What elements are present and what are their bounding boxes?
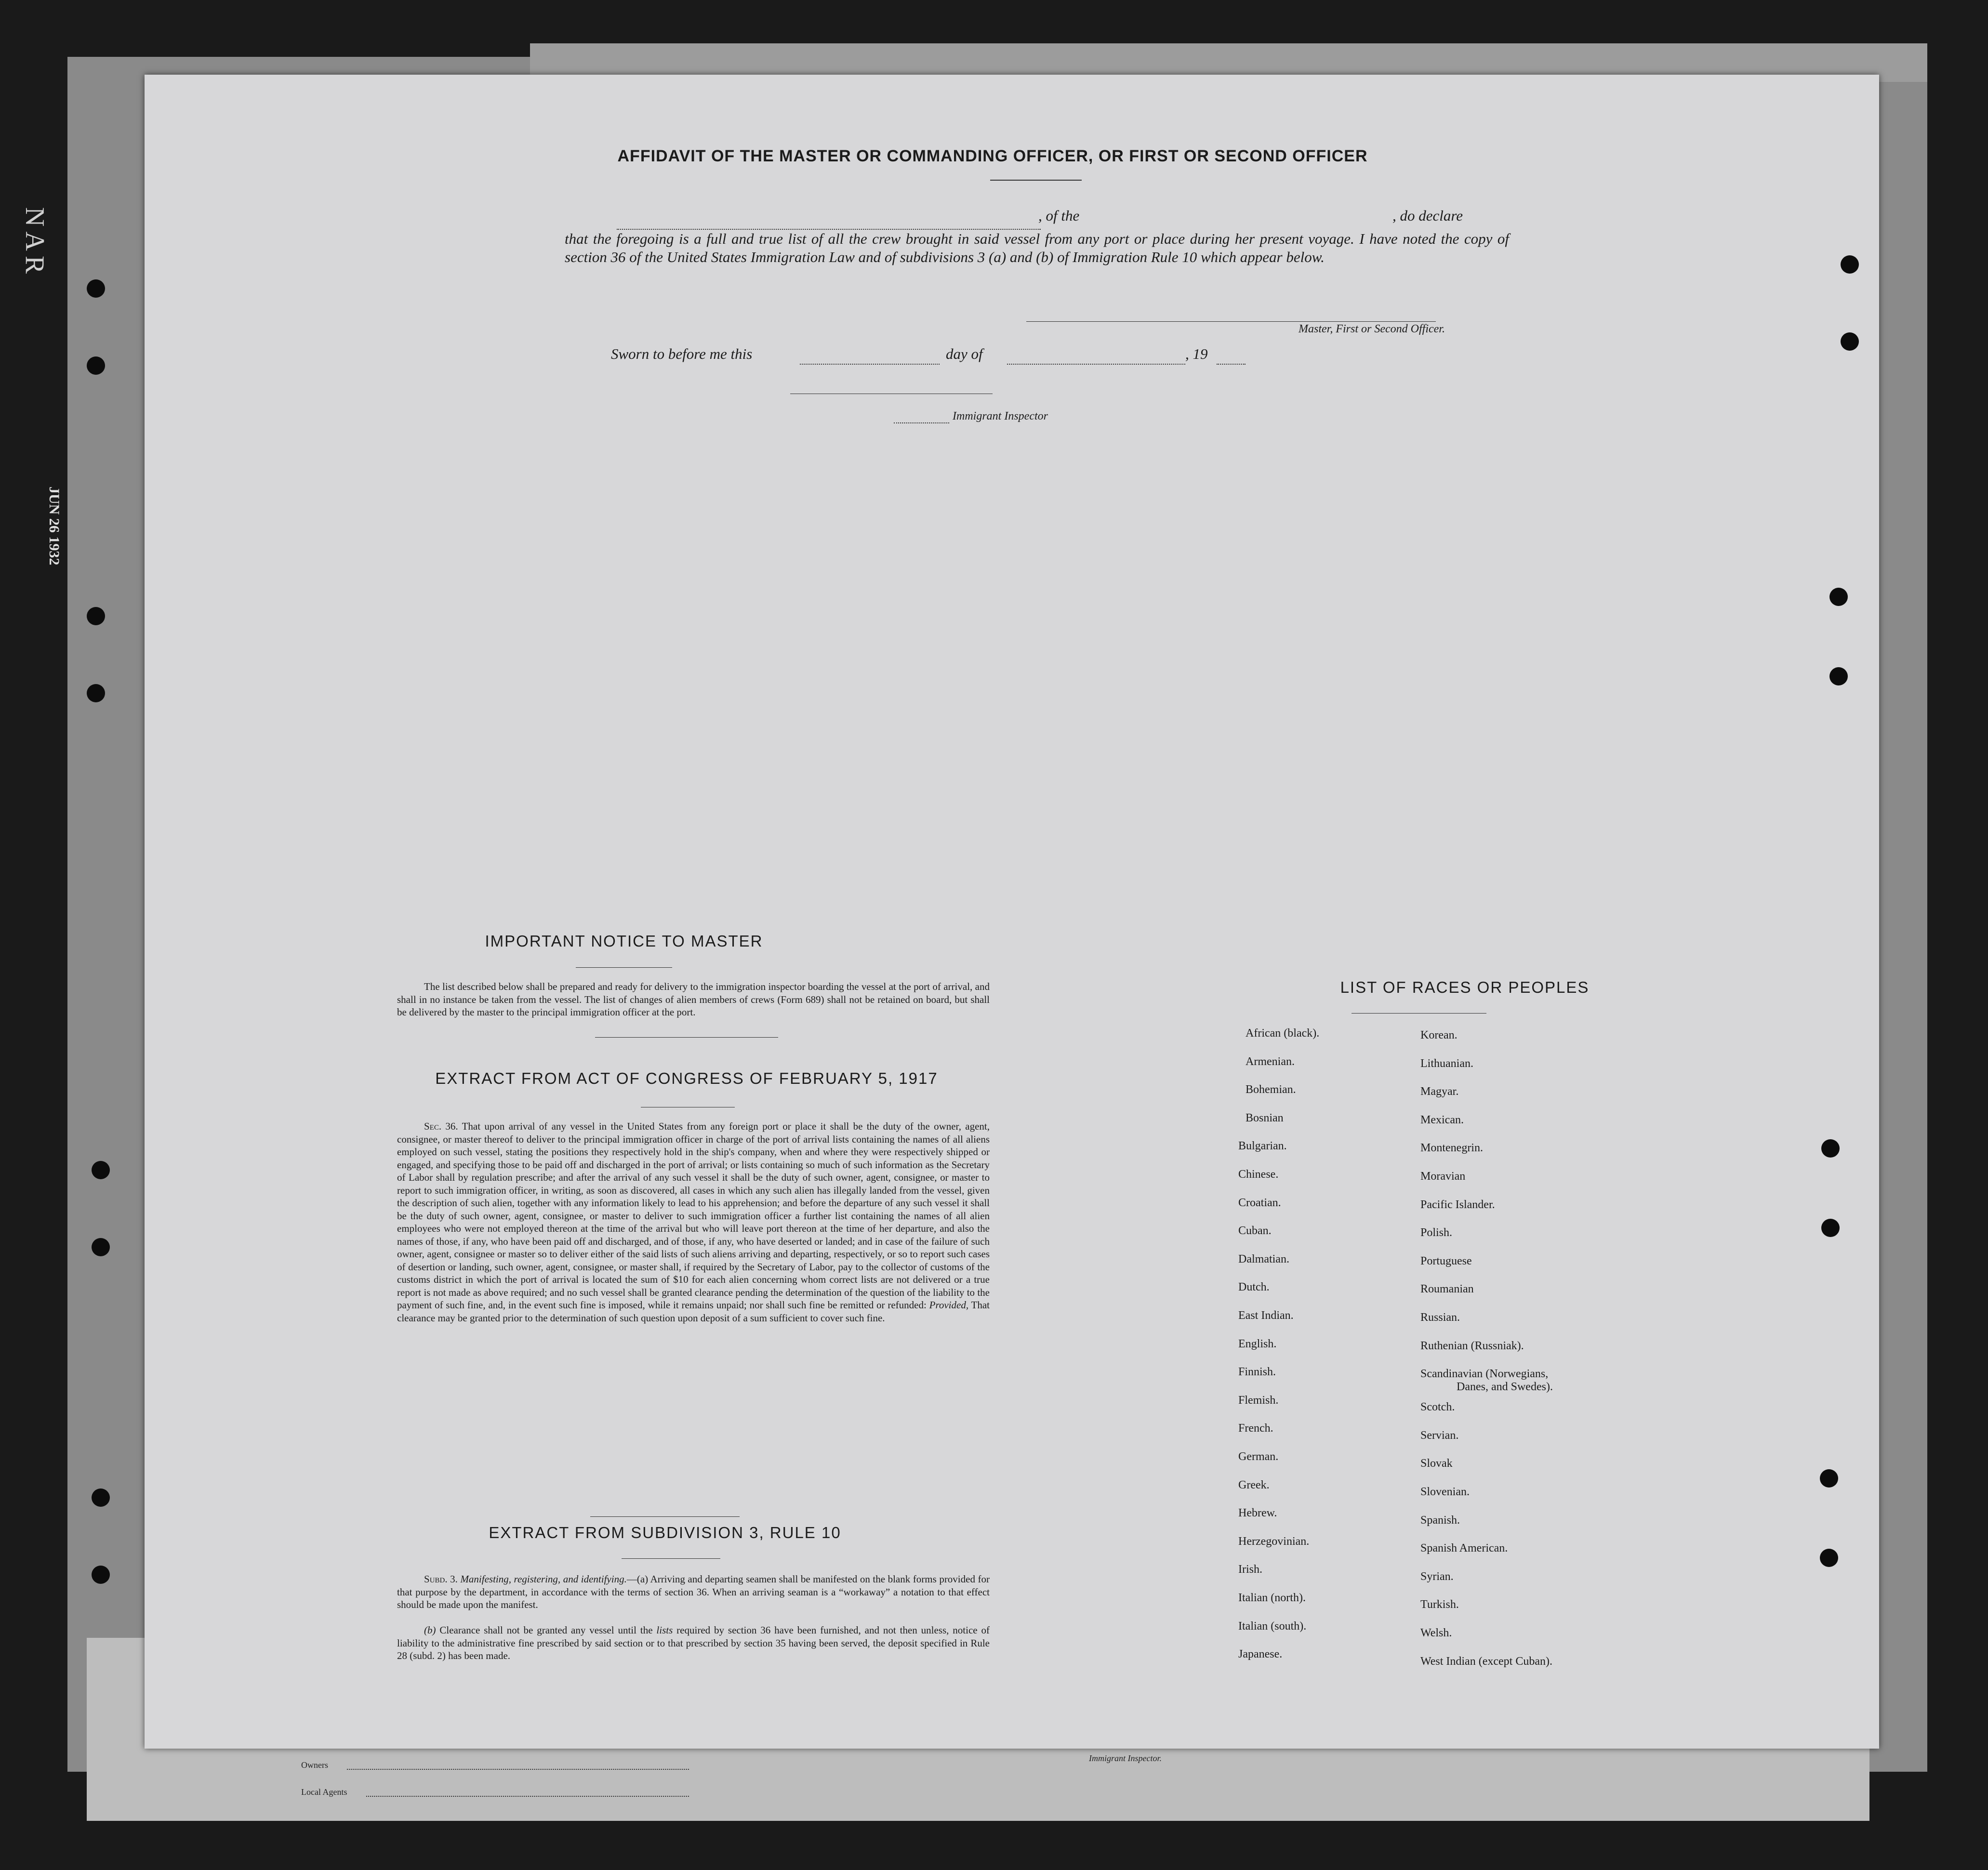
race-item: Slovenian. bbox=[1420, 1486, 1470, 1498]
provided-label: Provided, bbox=[929, 1299, 969, 1311]
punch-hole bbox=[1829, 667, 1848, 685]
race-item: Korean. bbox=[1420, 1029, 1458, 1041]
notice-divider bbox=[595, 1037, 778, 1038]
day-of-label: day of bbox=[946, 345, 983, 362]
sworn-label: Sworn to before me this bbox=[611, 345, 753, 362]
punch-hole bbox=[1841, 255, 1859, 274]
race-item: Mexican. bbox=[1420, 1114, 1464, 1126]
owners-blank bbox=[347, 1769, 689, 1770]
races-rule bbox=[1352, 1013, 1486, 1014]
year-blank bbox=[1217, 364, 1246, 365]
race-item: French. bbox=[1238, 1422, 1273, 1435]
race-item: Roumanian bbox=[1420, 1283, 1474, 1295]
race-item: Dalmatian. bbox=[1238, 1253, 1289, 1265]
punch-hole bbox=[87, 684, 105, 702]
race-item: Italian (south). bbox=[1238, 1620, 1307, 1633]
punch-hole bbox=[1820, 1469, 1838, 1488]
race-item: Slovak bbox=[1420, 1457, 1453, 1470]
subd-b-lists: lists bbox=[656, 1624, 673, 1636]
race-item: English. bbox=[1238, 1338, 1277, 1350]
race-item: Japanese. bbox=[1238, 1648, 1283, 1660]
race-item: Polish. bbox=[1420, 1226, 1453, 1239]
punch-hole bbox=[92, 1238, 110, 1256]
punch-hole bbox=[87, 279, 105, 298]
race-item: Bosnian bbox=[1246, 1112, 1284, 1124]
race-item: Hebrew. bbox=[1238, 1507, 1277, 1519]
race-item: Ruthenian (Russniak). bbox=[1420, 1340, 1524, 1352]
punch-hole bbox=[1821, 1139, 1840, 1158]
punch-hole bbox=[1841, 332, 1859, 351]
section-36-text bbox=[397, 1120, 990, 1324]
extract-act-divider bbox=[590, 1516, 740, 1517]
race-item: West Indian (except Cuban). bbox=[1420, 1655, 1552, 1668]
punch-hole bbox=[1821, 1219, 1840, 1237]
local-agents-blank bbox=[366, 1796, 689, 1797]
race-item: Italian (north). bbox=[1238, 1592, 1306, 1604]
race-item: Spanish American. bbox=[1420, 1542, 1508, 1554]
sec-text-1: That upon arrival of any vessel in the United States from any foreign port or place it shall be the duty of the owner, agent, consignee, or master thereof to deliver to the principal immigration officer in charge of the port of arrival lists containing the names of all aliens employed on such vessel, stating the positions they respectively hold in the ship's company, when and where they were respectively shipped or engaged, and specifying those to be paid off and discharged in the port of arrival; or lists containing so much of such information as the Secretary of Labor shall by regulation prescribe; and after the arrival of any such vessel it shall be the duty of such owner, agent, consignee, or master to report to such immigration officer, in writing, as soon as discovered, all cases in which any such alien has illegally landed from the vessel, given the description of such alien, together with any information likely to lead to his apprehension; and before the departure of any such vessel it shall be the duty of such owner, agent, consignee, or master to deliver to such immigration officer a further list containing the names of all alien employees who were not employed thereon at the time of the arrival but who will leave port thereon at the time of her departure, and also the names of those, if any, who have been paid off and discharged, and of those, if any, who have deserted or landed; and in case of the failure of such owner, agent, consignee or master so to deliver either of the said lists of such aliens arriving and departing, respectively, or so to report such cases of desertion or landing, such owner, agent, consignee, or master shall, if required by the Secretary of Labor, pay to the collector of customs of the customs district in which the port of arrival is located the sum of $10 for each alien concerning whom correct lists are not delivered or a true report is not made as above required; and no such vessel shall be granted clearance pending the determination of the question of the liability to the payment of such fine, and, in the event such fine is imposed, while it remains unpaid; nor shall such fine be remitted or refunded: bbox=[397, 1120, 990, 1311]
day-blank bbox=[800, 364, 940, 365]
race-item: Syrian. bbox=[1420, 1570, 1454, 1583]
race-item: Servian. bbox=[1420, 1429, 1459, 1442]
subd-label: Subd. 3. bbox=[424, 1573, 458, 1585]
affidavit-title: AFFIDAVIT OF THE MASTER OR COMMANDING OFFICER, OR FIRST OR SECOND OFFICER bbox=[617, 147, 1368, 165]
sec-text-2: That clearance may be granted prior to the determination of such question upon deposit of a sum sufficient to cover such fine. bbox=[397, 1299, 990, 1324]
race-item: Herzegovinian. bbox=[1238, 1535, 1310, 1548]
punch-hole bbox=[92, 1161, 110, 1179]
affidavit-page bbox=[145, 75, 1879, 1749]
race-item: East Indian. bbox=[1238, 1309, 1294, 1322]
race-item: Greek. bbox=[1238, 1479, 1270, 1491]
signature-caption: Master, First or Second Officer. bbox=[1299, 323, 1445, 335]
of-the-label: , of the bbox=[1038, 207, 1080, 224]
notice-title: IMPORTANT NOTICE TO MASTER bbox=[485, 932, 763, 950]
race-item: Moravian bbox=[1420, 1170, 1466, 1183]
race-item: Dutch. bbox=[1238, 1281, 1270, 1293]
race-item: Bulgarian. bbox=[1238, 1140, 1287, 1152]
race-item: Spanish. bbox=[1420, 1514, 1460, 1527]
race-item: Turkish. bbox=[1420, 1598, 1459, 1611]
do-declare-label: , do declare bbox=[1392, 207, 1463, 224]
declaration-text: that the foregoing is a full and true list of all the crew brought in said vessel from any port or place during her present voyage. I have noted the copy of section 36 of the United States Immigration Law and of subdivisions 3 (a) and (b) of Immigration Rule 10 which appear below. bbox=[565, 230, 1509, 265]
race-item: Montenegrin. bbox=[1420, 1142, 1483, 1154]
race-item: Russian. bbox=[1420, 1311, 1460, 1324]
year-label: , 19 bbox=[1185, 345, 1208, 362]
race-item: Finnish. bbox=[1238, 1366, 1276, 1378]
under-inspector-label: Immigrant Inspector. bbox=[1089, 1753, 1162, 1763]
race-item: Scotch. bbox=[1420, 1401, 1455, 1413]
punch-hole bbox=[92, 1566, 110, 1584]
edge-letters: NAR bbox=[20, 207, 50, 279]
punch-hole bbox=[1820, 1549, 1838, 1567]
race-item: Magyar. bbox=[1420, 1085, 1459, 1098]
race-item: Welsh. bbox=[1420, 1627, 1452, 1639]
races-right-column bbox=[1420, 1029, 1642, 1668]
subdivision-b-text bbox=[397, 1624, 990, 1662]
owners-label: Owners bbox=[301, 1760, 328, 1770]
local-agents-label: Local Agents bbox=[301, 1787, 347, 1797]
month-blank bbox=[1007, 364, 1185, 365]
race-item: African (black). bbox=[1246, 1027, 1320, 1040]
notice-text: The list described below shall be prepared and ready for delivery to the immigration inspector boarding the vessel at the port of arrival, and shall in no instance be taken from the vessel. The list of changes of alien members of crews (Form 689) shall not be retained on board, but shall be delivered by the master to the principal immigration officer at the port. bbox=[397, 981, 990, 1018]
race-item: Irish. bbox=[1238, 1563, 1262, 1576]
extract-rule-rule bbox=[622, 1558, 720, 1559]
subdivision-a-text bbox=[397, 1573, 990, 1611]
subd-para-a: —(a) Arriving and departing seamen shall be manifested on the blank forms provided for that purpose by the department, in accordance with the terms of section 36. When an arriving seaman is a “workaway” a notation to that effect should be made upon the manifest. bbox=[397, 1573, 990, 1610]
signature-line bbox=[1026, 321, 1436, 322]
sec-label: Sec. 36. bbox=[424, 1120, 458, 1132]
race-item: Cuban. bbox=[1238, 1225, 1272, 1237]
races-title: LIST OF RACES OR PEOPLES bbox=[1340, 978, 1590, 996]
extract-rule-title: EXTRACT FROM SUBDIVISION 3, RULE 10 bbox=[489, 1524, 841, 1541]
punch-hole bbox=[92, 1488, 110, 1507]
punch-hole bbox=[87, 607, 105, 625]
race-item: Armenian. bbox=[1246, 1055, 1295, 1068]
races-left-column bbox=[1224, 1027, 1436, 1660]
title-rule bbox=[990, 180, 1082, 181]
race-item: German. bbox=[1238, 1450, 1279, 1463]
race-item: Pacific Islander. bbox=[1420, 1198, 1495, 1211]
subd-b-text-1: Clearance shall not be granted any vessel until the bbox=[439, 1624, 653, 1636]
race-item: Portuguese bbox=[1420, 1255, 1472, 1267]
race-item: Chinese. bbox=[1238, 1168, 1279, 1181]
subd-b-text-2: required by section 36 have been furnished, and not then unless, notice of liability to the administrative fine prescribed by said section or to that prescribed by section 35 having been served, the deposit specified in Rule 28 (subd. 2) has been made. bbox=[397, 1624, 990, 1661]
punch-hole bbox=[87, 356, 105, 375]
race-item: Flemish. bbox=[1238, 1394, 1279, 1407]
extract-act-title: EXTRACT FROM ACT OF CONGRESS OF FEBRUARY 5, 1917 bbox=[435, 1069, 938, 1087]
race-item: Lithuanian. bbox=[1420, 1057, 1473, 1070]
punch-hole bbox=[1829, 588, 1848, 606]
race-item: Danes, and Swedes). bbox=[1457, 1381, 1553, 1393]
subd-heading: Manifesting, registering, and identifying. bbox=[460, 1573, 627, 1585]
notice-rule bbox=[576, 967, 672, 968]
race-item: Scandinavian (Norwegians, bbox=[1420, 1368, 1549, 1380]
subd-b-label: (b) bbox=[424, 1624, 436, 1636]
inspector-caption: Immigrant Inspector bbox=[953, 410, 1048, 422]
race-item: Bohemian. bbox=[1246, 1083, 1296, 1096]
inspector-blank bbox=[894, 422, 949, 423]
received-stamp: JUN 26 1932 bbox=[46, 487, 62, 566]
race-item: Croatian. bbox=[1238, 1197, 1281, 1209]
